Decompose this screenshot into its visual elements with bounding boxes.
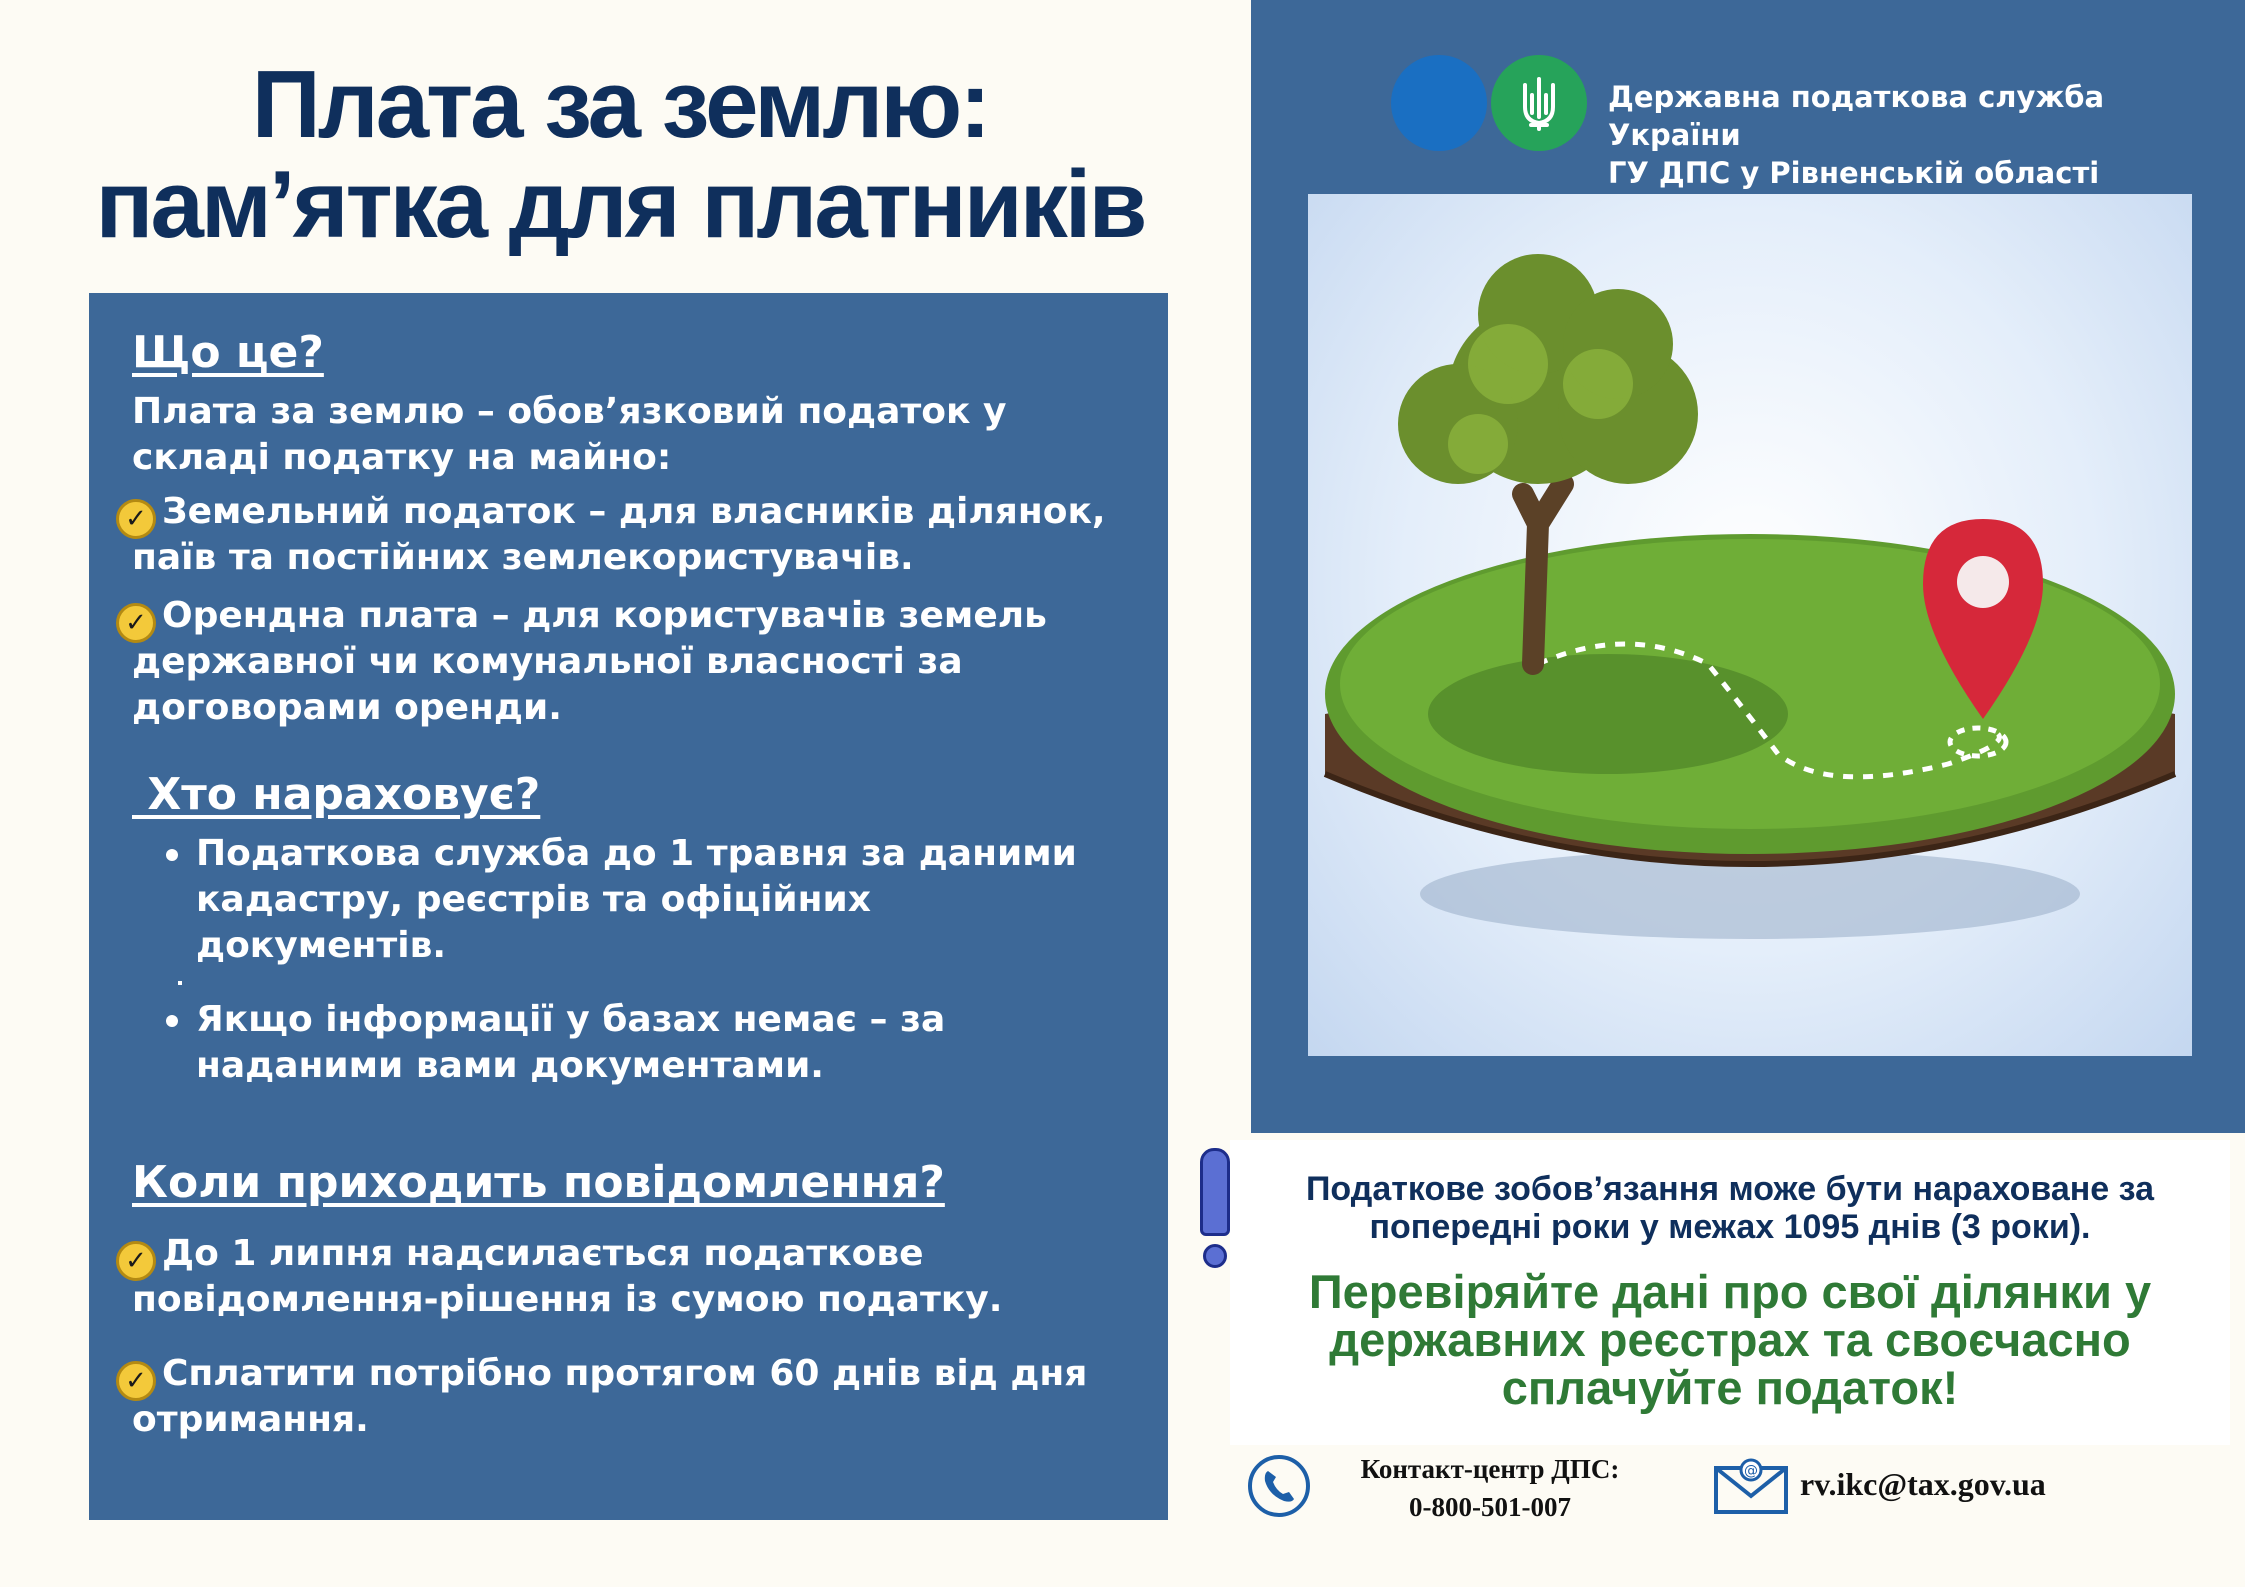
page-title-line-2: пам’ятка для платників	[95, 151, 1145, 258]
contact-label: Контакт-центр ДПС:	[1360, 1454, 1620, 1484]
section-what-intro: Плата за землю – обов’язковий податок у складі податку на майно:	[132, 391, 1007, 478]
org-dept: ГУ ДПС у Рівненській області	[1608, 156, 2100, 190]
page-title	[60, 51, 1180, 258]
section-when-heading: Коли приходить повідомлення?	[132, 1157, 945, 1208]
check-icon: ✓	[116, 1241, 156, 1281]
email-icon	[1712, 1458, 1790, 1516]
trident-icon	[1491, 55, 1587, 151]
land-plot-illustration	[1308, 194, 2192, 1056]
check-icon: ✓	[116, 499, 156, 539]
check-item-text: До 1 липня надсилається податкове повідомлення-рішення із сумою податку.	[132, 1233, 1003, 1320]
check-item-text: Сплатити потрібно протягом 60 днів від дня отримання.	[132, 1353, 1088, 1440]
divider-dot	[178, 981, 182, 985]
bullet-item: Якщо інформації у базах немає – за наданими вами документами.	[196, 997, 1128, 1089]
page-title-line-1: Плата за землю:	[251, 51, 989, 158]
org-name: Державна податкова служба України	[1608, 80, 2105, 152]
section-who-list	[132, 997, 1128, 1089]
check-icon: ✓	[116, 1361, 156, 1401]
svg-text:@: @	[1744, 1463, 1758, 1479]
phone-icon	[1248, 1455, 1310, 1517]
notice-text: Податкове зобов’язання може бути нараховане за попередні роки у межах 1095 днів (3 роки).	[1305, 1170, 2155, 1246]
check-item	[125, 593, 1128, 731]
check-item	[125, 489, 1128, 581]
check-item	[125, 1231, 1128, 1323]
exclamation-icon	[1200, 1148, 1230, 1236]
land-plot-image	[1308, 194, 2192, 1056]
logo-circle-blue	[1391, 55, 1487, 151]
contact-email[interactable]: rv.ikc@tax.gov.ua	[1800, 1466, 2046, 1502]
info-panel	[89, 293, 1168, 1520]
exclamation-dot	[1203, 1244, 1227, 1268]
section-who-heading: Хто нараховує?	[132, 769, 541, 820]
contact-center	[1330, 1450, 1650, 1526]
bullet-item: Податкова служба до 1 травня за даними кадастру, реєстрів та офіційних документів.	[196, 831, 1128, 969]
section-what-heading: Що це?	[132, 327, 324, 378]
header-panel	[1251, 0, 2245, 1133]
section-who-list	[132, 831, 1128, 969]
call-to-action: Перевіряйте дані про свої ділянки у державних реєстрах та своєчасно сплачуйте податок!	[1308, 1265, 2152, 1414]
check-item-text: Земельний податок – для власників ділянок, паїв та постійних землекористувачів.	[132, 491, 1106, 578]
logo-circle-green	[1491, 55, 1587, 151]
check-icon: ✓	[116, 603, 156, 643]
check-item	[125, 1351, 1128, 1443]
notice-box	[1230, 1140, 2230, 1445]
contact-phone[interactable]: 0-800-501-007	[1409, 1492, 1571, 1522]
check-item-text: Орендна плата – для користувачів земель державної чи комунальної власності за договорами оренди.	[132, 595, 1047, 728]
org-names	[1608, 78, 2245, 192]
